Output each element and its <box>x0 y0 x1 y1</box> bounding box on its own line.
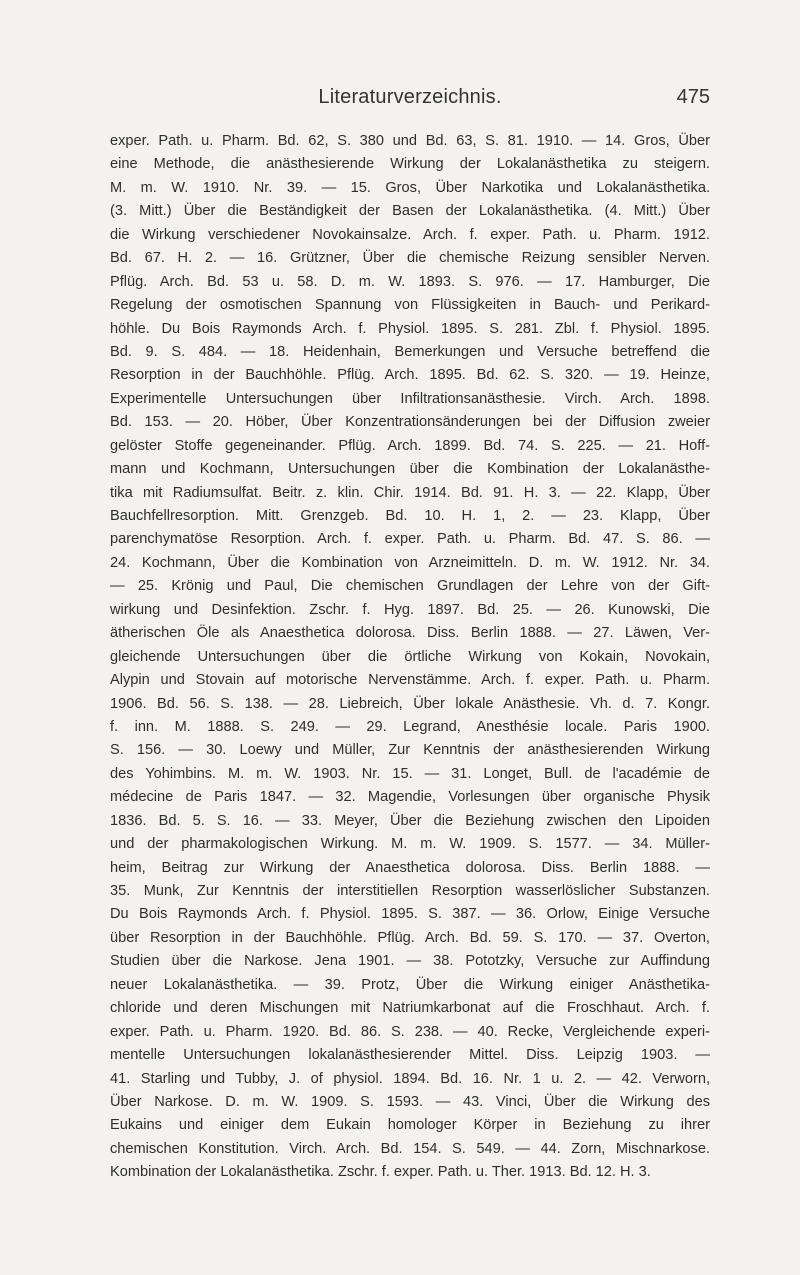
text-line: Regelung der osmotischen Spannung von Flüssigkeiten in Bauch- und Perikard- <box>110 297 710 314</box>
running-title: Literaturverzeichnis. <box>318 86 502 108</box>
text-line: wirkung und Desinfektion. Zschr. f. Hyg. 1897. Bd. 25. — 26. Kunowski, Die <box>110 601 710 618</box>
bibliography-text <box>110 130 710 1185</box>
text-line: 24. Kochmann, Über die Kombination von Arzneimitteln. D. m. W. 1912. Nr. 34. <box>110 554 710 571</box>
text-line: chloride und deren Mischungen mit Natriumkarbonat auf die Froschhaut. Arch. f. <box>110 1000 710 1017</box>
page-number: 475 <box>676 86 710 108</box>
text-line: Du Bois Raymonds Arch. f. Physiol. 1895. S. 387. — 36. Orlow, Einige Versuche <box>110 906 710 923</box>
text-line: höhle. Du Bois Raymonds Arch. f. Physiol. 1895. S. 281. Zbl. f. Physiol. 1895. <box>110 320 710 337</box>
text-line: Studien über die Narkose. Jena 1901. — 38. Pototzky, Versuche zur Auffindung <box>110 953 710 970</box>
text-line: exper. Path. u. Pharm. Bd. 62, S. 380 und Bd. 63, S. 81. 1910. — 14. Gros, Über <box>110 133 710 149</box>
text-line: über Resorption in der Bauchhöhle. Pflüg. Arch. Bd. 59. S. 170. — 37. Overton, <box>110 929 710 946</box>
text-line: médecine de Paris 1847. — 32. Magendie, Vorlesungen über organische Physik <box>110 789 710 806</box>
text-line: mentelle Untersuchungen lokalanästhesierender Mittel. Diss. Leipzig 1903. — <box>110 1047 710 1064</box>
text-line: M. m. W. 1910. Nr. 39. — 15. Gros, Über Narkotika und Lokalanästhetika. <box>110 179 710 196</box>
text-line: exper. Path. u. Pharm. 1920. Bd. 86. S. 238. — 40. Recke, Vergleichende experi- <box>110 1023 710 1040</box>
text-line: neuer Lokalanästhetika. — 39. Protz, Über die Wirkung einiger Anästhetika- <box>110 976 710 993</box>
text-line: heim, Beitrag zur Wirkung der Anaesthetica dolorosa. Diss. Berlin 1888. — <box>110 859 710 876</box>
text-line: ätherischen Öle als Anaesthetica dolorosa. Diss. Berlin 1888. — 27. Läwen, Ver- <box>110 625 710 642</box>
text-line: Resorption in der Bauchhöhle. Pflüg. Arch. 1895. Bd. 62. S. 320. — 19. Heinze, <box>110 367 710 384</box>
text-line: Pflüg. Arch. Bd. 53 u. 58. D. m. W. 1893. S. 976. — 17. Hamburger, Die <box>110 273 710 290</box>
page-header <box>110 86 710 116</box>
text-line: f. inn. M. 1888. S. 249. — 29. Legrand, Anesthésie locale. Paris 1900. <box>110 718 710 735</box>
text-line: Eukains und einiger dem Eukain homologer Körper in Beziehung zu ihrer <box>110 1117 710 1134</box>
text-line: mann und Kochmann, Untersuchungen über die Kombination der Lokalanästhe- <box>110 461 710 478</box>
text-line: gleichende Untersuchungen über die örtliche Wirkung von Kokain, Novokain, <box>110 648 710 665</box>
text-line: 1836. Bd. 5. S. 16. — 33. Meyer, Über die Beziehung zwischen den Lipoiden <box>110 812 710 829</box>
text-line: und der pharmakologischen Wirkung. M. m. W. 1909. S. 1577. — 34. Müller- <box>110 836 710 853</box>
text-line: tika mit Radiumsulfat. Beitr. z. klin. Chir. 1914. Bd. 91. H. 3. — 22. Klapp, Über <box>110 484 710 501</box>
text-line: die Wirkung verschiedener Novokainsalze. Arch. f. exper. Path. u. Pharm. 1912. <box>110 226 710 243</box>
text-line: S. 156. — 30. Loewy und Müller, Zur Kenntnis der anästhesierenden Wirkung <box>110 742 710 759</box>
text-line: Experimentelle Untersuchungen über Infiltrationsanästhesie. Virch. Arch. 1898. <box>110 390 710 407</box>
text-line: Kombination der Lokalanästhetika. Zschr. f. exper. Path. u. Ther. 1913. Bd. 12. H. 3. <box>110 1164 651 1181</box>
text-line: Bd. 153. — 20. Höber, Über Konzentrationsänderungen bei der Diffusion zweier <box>110 414 710 431</box>
text-line: Bd. 9. S. 484. — 18. Heidenhain, Bemerkungen und Versuche betreffend die <box>110 343 710 360</box>
text-line: des Yohimbins. M. m. W. 1903. Nr. 15. — 31. Longet, Bull. de l'académie de <box>110 765 710 782</box>
text-line: Bauchfellresorption. Mitt. Grenzgeb. Bd. 10. H. 1, 2. — 23. Klapp, Über <box>110 508 710 524</box>
text-line: Bd. 67. H. 2. — 16. Grützner, Über die chemische Reizung sensibler Nerven. <box>110 250 710 267</box>
text-line: gelöster Stoffe gegeneinander. Pflüg. Arch. 1899. Bd. 74. S. 225. — 21. Hoff- <box>110 437 710 454</box>
text-line: Alypin und Stovain auf motorische Nervenstämme. Arch. f. exper. Path. u. Pharm. <box>110 672 710 689</box>
text-line: chemischen Konstitution. Virch. Arch. Bd. 154. S. 549. — 44. Zorn, Mischnarkose. <box>110 1140 710 1157</box>
text-line: 41. Starling und Tubby, J. of physiol. 1894. Bd. 16. Nr. 1 u. 2. — 42. Verworn, <box>110 1070 710 1087</box>
text-line: parenchymatöse Resorption. Arch. f. exper. Path. u. Pharm. Bd. 47. S. 86. — <box>110 531 710 548</box>
text-line: eine Methode, die anästhesierende Wirkung der Lokalanästhetika zu steigern. <box>110 156 710 173</box>
text-line: (3. Mitt.) Über die Beständigkeit der Basen der Lokalanästhetika. (4. Mitt.) Über <box>110 203 710 220</box>
text-line: — 25. Krönig und Paul, Die chemischen Grundlagen der Lehre von der Gift- <box>110 578 710 595</box>
text-line: 1906. Bd. 56. S. 138. — 28. Liebreich, Über lokale Anästhesie. Vh. d. 7. Kongr. <box>110 695 710 712</box>
text-line: Über Narkose. D. m. W. 1909. S. 1593. — 43. Vinci, Über die Wirkung des <box>110 1093 710 1110</box>
text-line: 35. Munk, Zur Kenntnis der interstitiellen Resorption wasserlöslicher Substanzen. <box>110 883 710 899</box>
